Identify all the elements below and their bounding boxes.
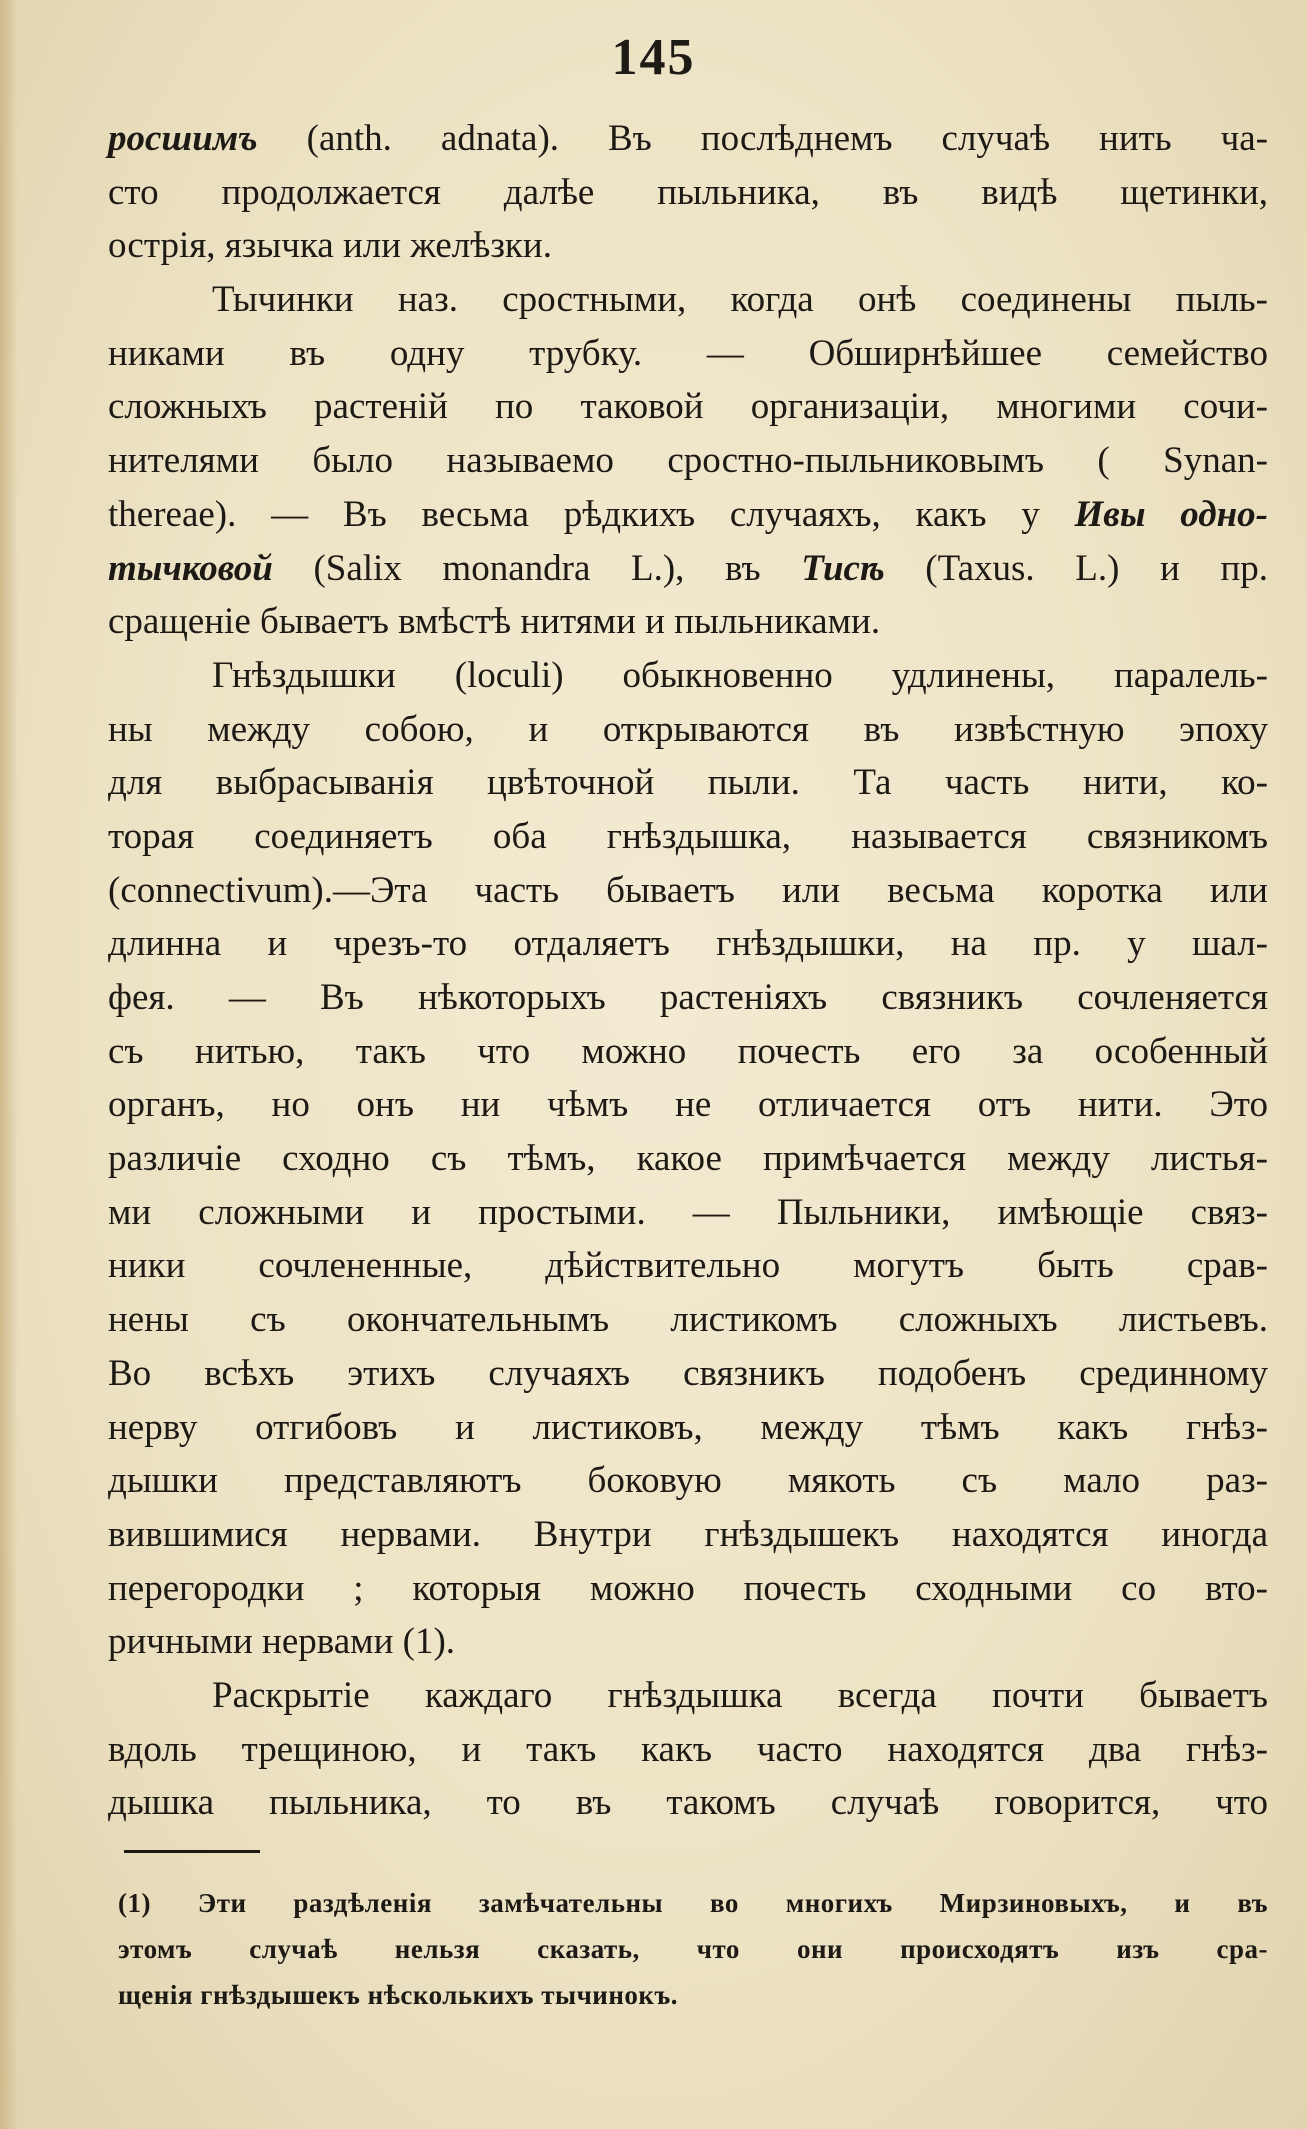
text-line: органъ, но онъ ни чѣмъ не отличается отъ нити. Это bbox=[108, 1084, 1268, 1126]
text-line: длинна и чрезъ-то отдаляетъ гнѣздышки, на пр. у шал- bbox=[108, 923, 1268, 965]
text-line: ми сложными и простыми. — Пыльники, имѣющіе связ- bbox=[108, 1191, 1268, 1233]
footnote-line: щенія гнѣздышекъ нѣсколькихъ тычинокъ. bbox=[118, 1980, 678, 2010]
text-line: для выбрасыванія цвѣточной пыли. Та часть нити, ко- bbox=[108, 762, 1268, 804]
text-line: thereae). — Въ весьма рѣдкихъ случаяхъ, какъ у Ивы одно- bbox=[108, 493, 1269, 535]
page-edge-shadow bbox=[0, 0, 18, 2129]
text-line: вившимися нервами. Внутри гнѣздышекъ находятся иногда bbox=[108, 1513, 1268, 1555]
text-line: торая соединяетъ оба гнѣздышка, называется связникомъ bbox=[108, 815, 1268, 857]
italic-genus-name: Тисѣ bbox=[801, 547, 885, 589]
text-line: сращеніе бываетъ вмѣстѣ нитями и пыльниками. bbox=[108, 601, 881, 643]
text-line: никами въ одну трубку. — Обширнѣйшее семейство bbox=[108, 332, 1268, 374]
text-line: ники сочлененные, дѣйствительно могутъ быть срав- bbox=[108, 1245, 1268, 1287]
text-line: вдоль трещиною, и такъ какъ часто находятся два гнѣз- bbox=[108, 1728, 1268, 1770]
text-line: ны между собою, и открываются въ извѣстную эпоху bbox=[108, 708, 1268, 750]
italic-word: росшимъ bbox=[108, 118, 258, 159]
italic-species-name: тычковой bbox=[108, 547, 273, 589]
footnote-divider bbox=[124, 1850, 260, 1853]
footnote-line: (1) Эти раздѣленія замѣчательны во многихъ Мирзиновыхъ, и въ bbox=[118, 1888, 1268, 1918]
text-line: перегородки ; которыя можно почесть сходными со вто- bbox=[108, 1567, 1268, 1609]
page-number: 145 bbox=[611, 29, 696, 86]
text-line: нителями было называемо сростно-пыльниковымъ ( Synan- bbox=[108, 440, 1268, 482]
text-line: фея. — Въ нѣкоторыхъ растеніяхъ связникъ сочленяется bbox=[108, 977, 1268, 1018]
text-line: нерву отгибовъ и листиковъ, между тѣмъ какъ гнѣз- bbox=[108, 1406, 1268, 1448]
text-line: Во всѣхъ этихъ случаяхъ связникъ подобенъ срединному bbox=[108, 1352, 1268, 1394]
text-line: (connectivum).—Эта часть бываетъ или весьма коротка или bbox=[108, 869, 1268, 911]
footnote bbox=[118, 1880, 1268, 2018]
italic-species-name: Ивы одно- bbox=[1074, 493, 1269, 535]
text-line: росшимъ (anth. adnata). Въ послѣднемъ случаѣ нить ча- bbox=[108, 118, 1268, 159]
text-line: нены съ окончательнымъ листикомъ сложныхъ листьевъ. bbox=[108, 1299, 1268, 1341]
text-line: Раскрытіе каждаго гнѣздышка всегда почти бываетъ bbox=[212, 1674, 1268, 1716]
text-line: сто продолжается далѣе пыльника, въ видѣ щетинки, bbox=[108, 171, 1268, 213]
footnote-line: этомъ случаѣ нельзя сказать, что они происходятъ изъ сра- bbox=[118, 1934, 1268, 1964]
text-line: дышка пыльника, то въ такомъ случаѣ говорится, что bbox=[108, 1782, 1268, 1824]
text-line: Гнѣздышки (loculi) обыкновенно удлинены, паралель- bbox=[212, 654, 1268, 696]
text-line: ричными нервами (1). bbox=[108, 1621, 456, 1663]
text-line: съ нитью, такъ что можно почесть его за особенный bbox=[108, 1030, 1268, 1072]
text-line: тычковой (Salix monandra L.), въ Тисѣ (Taxus. L.) и пр. bbox=[108, 547, 1268, 589]
main-text bbox=[108, 112, 1268, 1830]
text-line: дышки представляютъ боковую мякоть съ мало раз- bbox=[108, 1460, 1268, 1502]
text-line: острія, язычка или желѣзки. bbox=[108, 225, 552, 267]
text-line: Тычинки наз. сростными, когда онѣ соединены пыль- bbox=[212, 279, 1268, 321]
text-line: сложныхъ растеній по таковой организаціи, многими сочи- bbox=[108, 386, 1268, 428]
text-line: различіе сходно съ тѣмъ, какое примѣчается между листья- bbox=[108, 1138, 1268, 1180]
